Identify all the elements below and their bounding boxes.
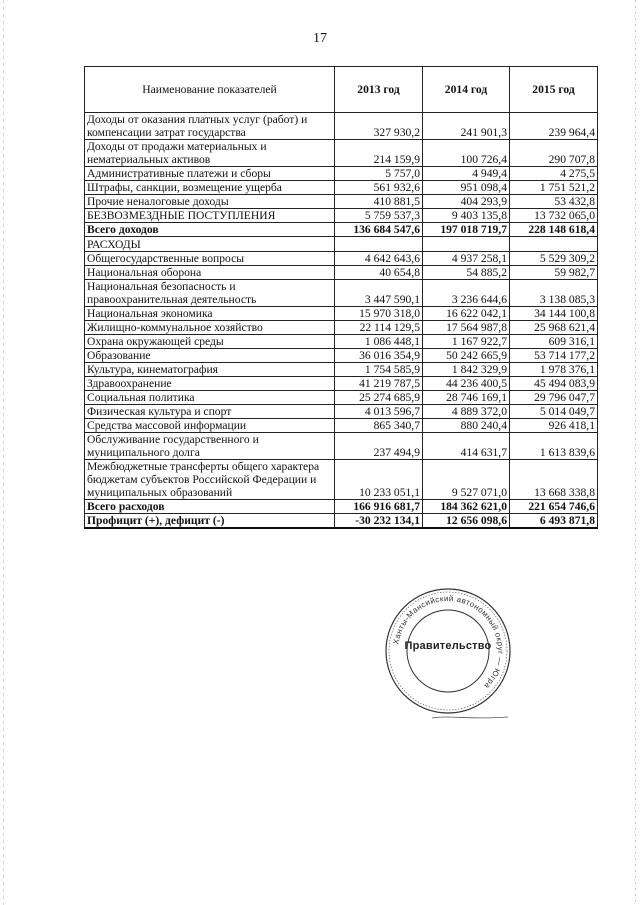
- row-name: Национальная экономика: [85, 307, 335, 321]
- cell-2013: 237 494,9: [335, 433, 423, 460]
- header-year-2014: 2014 год: [423, 67, 510, 113]
- table-row: [85, 349, 598, 363]
- header-year-2015: 2015 год: [510, 67, 598, 113]
- cell-2013: 36 016 354,9: [335, 349, 423, 363]
- cell-2015: 13 668 338,8: [510, 460, 598, 500]
- cell-2014: 9 403 135,8: [423, 209, 510, 223]
- row-name: Охрана окружающей среды: [85, 335, 335, 349]
- budget-table: [84, 66, 598, 529]
- seal-ring-text: Ханты-Мансийский автономный округ — Югра: [391, 593, 506, 691]
- row-name: Обслуживание государственного и муниципального долга: [85, 433, 335, 460]
- table-row: [85, 321, 598, 335]
- cell-2015: 4 275,5: [510, 167, 598, 181]
- table-row: [85, 419, 598, 433]
- cell-2015: 25 968 621,4: [510, 321, 598, 335]
- cell-2013: 136 684 547,6: [335, 223, 423, 237]
- cell-2014: [423, 237, 510, 252]
- surplus-deficit-row: [85, 514, 598, 529]
- table-row: [85, 167, 598, 181]
- cell-2015: 290 707,8: [510, 140, 598, 167]
- cell-2013: 5 757,0: [335, 167, 423, 181]
- cell-2015: 29 796 047,7: [510, 391, 598, 405]
- cell-2013: 5 759 537,3: [335, 209, 423, 223]
- table-row: [85, 405, 598, 419]
- cell-2014: 100 726,4: [423, 140, 510, 167]
- cell-2015: 1 613 839,6: [510, 433, 598, 460]
- header-indicator-name: Наименование показателей: [85, 67, 335, 113]
- cell-2015: 1 751 521,2: [510, 181, 598, 195]
- cell-2013: 865 340,7: [335, 419, 423, 433]
- cell-2013: 10 233 051,1: [335, 460, 423, 500]
- cell-2013: 327 930,2: [335, 113, 423, 140]
- scan-edge-left: [3, 0, 4, 905]
- cell-2014: 4 937 258,1: [423, 252, 510, 266]
- cell-2014: 16 622 042,1: [423, 307, 510, 321]
- cell-2013: 41 219 787,5: [335, 377, 423, 391]
- cell-2014: 951 098,4: [423, 181, 510, 195]
- row-name: Профицит (+), дефицит (-): [85, 514, 335, 529]
- row-name: Образование: [85, 349, 335, 363]
- row-name: Доходы от оказания платных услуг (работ) и компенсации затрат государства: [85, 113, 335, 140]
- cell-2015: 5 529 309,2: [510, 252, 598, 266]
- cell-2015: [510, 237, 598, 252]
- cell-2014: 1 842 329,9: [423, 363, 510, 377]
- cell-2015: 221 654 746,6: [510, 500, 598, 514]
- cell-2015: 53 714 177,2: [510, 349, 598, 363]
- cell-2014: 241 901,3: [423, 113, 510, 140]
- cell-2014: 3 236 644,6: [423, 280, 510, 307]
- row-name: Административные платежи и сборы: [85, 167, 335, 181]
- cell-2015: 45 494 083,9: [510, 377, 598, 391]
- cell-2014: 4 949,4: [423, 167, 510, 181]
- total-income-row: [85, 223, 598, 237]
- table-row: [85, 195, 598, 209]
- cell-2014: 404 293,9: [423, 195, 510, 209]
- cell-2014: 184 362 621,0: [423, 500, 510, 514]
- cell-2014: 414 631,7: [423, 433, 510, 460]
- cell-2013: 3 447 590,1: [335, 280, 423, 307]
- cell-2014: 44 236 400,5: [423, 377, 510, 391]
- row-name: Доходы от продажи материальных и нематериальных активов: [85, 140, 335, 167]
- row-name: Национальная оборона: [85, 266, 335, 280]
- cell-2014: 54 885,2: [423, 266, 510, 280]
- cell-2015: 5 014 049,7: [510, 405, 598, 419]
- cell-2013: 15 970 318,0: [335, 307, 423, 321]
- cell-2014: 28 746 169,1: [423, 391, 510, 405]
- table-row: [85, 377, 598, 391]
- cell-2013: 22 114 129,5: [335, 321, 423, 335]
- cell-2014: 9 527 071,0: [423, 460, 510, 500]
- cell-2015: 6 493 871,8: [510, 514, 598, 529]
- row-name: Всего расходов: [85, 500, 335, 514]
- table-row: [85, 113, 598, 140]
- row-name: Средства массовой информации: [85, 419, 335, 433]
- cell-2014: 50 242 665,9: [423, 349, 510, 363]
- cell-2015: 228 148 618,4: [510, 223, 598, 237]
- row-name: Штрафы, санкции, возмещение ущерба: [85, 181, 335, 195]
- official-seal: [383, 586, 513, 716]
- table-row: [85, 363, 598, 377]
- cell-2013: 40 654,8: [335, 266, 423, 280]
- cell-2014: 1 167 922,7: [423, 335, 510, 349]
- table-row: [85, 280, 598, 307]
- row-name: БЕЗВОЗМЕЗДНЫЕ ПОСТУПЛЕНИЯ: [85, 209, 335, 223]
- cell-2015: 34 144 100,8: [510, 307, 598, 321]
- row-name: Здравоохранение: [85, 377, 335, 391]
- table-row: [85, 391, 598, 405]
- table-header-row: [85, 67, 598, 113]
- row-name: Всего доходов: [85, 223, 335, 237]
- cell-2013: 410 881,5: [335, 195, 423, 209]
- cell-2013: 25 274 685,9: [335, 391, 423, 405]
- cell-2015: 3 138 085,3: [510, 280, 598, 307]
- cell-2013: 1 754 585,9: [335, 363, 423, 377]
- cell-2014: 197 018 719,7: [423, 223, 510, 237]
- total-expenses-row: [85, 500, 598, 514]
- cell-2013: 4 642 643,6: [335, 252, 423, 266]
- table-row: [85, 252, 598, 266]
- table-row: [85, 209, 598, 223]
- section-heading-row: [85, 237, 598, 252]
- cell-2013: 561 932,6: [335, 181, 423, 195]
- table-row: [85, 140, 598, 167]
- table-row: [85, 433, 598, 460]
- row-name: Межбюджетные трансферты общего характера бюджетам субъектов Российской Федерации и муниципальных образований: [85, 460, 335, 500]
- signature-stroke: [430, 713, 510, 721]
- row-name: Общегосударственные вопросы: [85, 252, 335, 266]
- cell-2015: 1 978 376,1: [510, 363, 598, 377]
- table-row: [85, 266, 598, 280]
- cell-2013: 1 086 448,1: [335, 335, 423, 349]
- table-row: [85, 181, 598, 195]
- cell-2014: 4 889 372,0: [423, 405, 510, 419]
- scan-edge-right: [635, 0, 636, 905]
- row-name: Физическая культура и спорт: [85, 405, 335, 419]
- table-row: [85, 307, 598, 321]
- cell-2014: 880 240,4: [423, 419, 510, 433]
- cell-2015: 926 418,1: [510, 419, 598, 433]
- seal-center-text: Правительство: [404, 640, 492, 652]
- row-name: Прочие неналоговые доходы: [85, 195, 335, 209]
- cell-2015: 609 316,1: [510, 335, 598, 349]
- cell-2013: -30 232 134,1: [335, 514, 423, 529]
- cell-2015: 59 982,7: [510, 266, 598, 280]
- row-name: Культура, кинематография: [85, 363, 335, 377]
- row-name: Жилищно-коммунальное хозяйство: [85, 321, 335, 335]
- cell-2015: 53 432,8: [510, 195, 598, 209]
- cell-2013: 214 159,9: [335, 140, 423, 167]
- cell-2013: 4 013 596,7: [335, 405, 423, 419]
- page-number: 17: [313, 31, 327, 46]
- cell-2014: 12 656 098,6: [423, 514, 510, 529]
- row-name: РАСХОДЫ: [85, 237, 335, 252]
- row-name: Национальная безопасность и правоохранительная деятельность: [85, 280, 335, 307]
- header-year-2013: 2013 год: [335, 67, 423, 113]
- cell-2015: 239 964,4: [510, 113, 598, 140]
- row-name: Социальная политика: [85, 391, 335, 405]
- cell-2015: 13 732 065,0: [510, 209, 598, 223]
- cell-2013: 166 916 681,7: [335, 500, 423, 514]
- cell-2014: 17 564 987,8: [423, 321, 510, 335]
- table-row: [85, 335, 598, 349]
- cell-2013: [335, 237, 423, 252]
- table-row: [85, 460, 598, 500]
